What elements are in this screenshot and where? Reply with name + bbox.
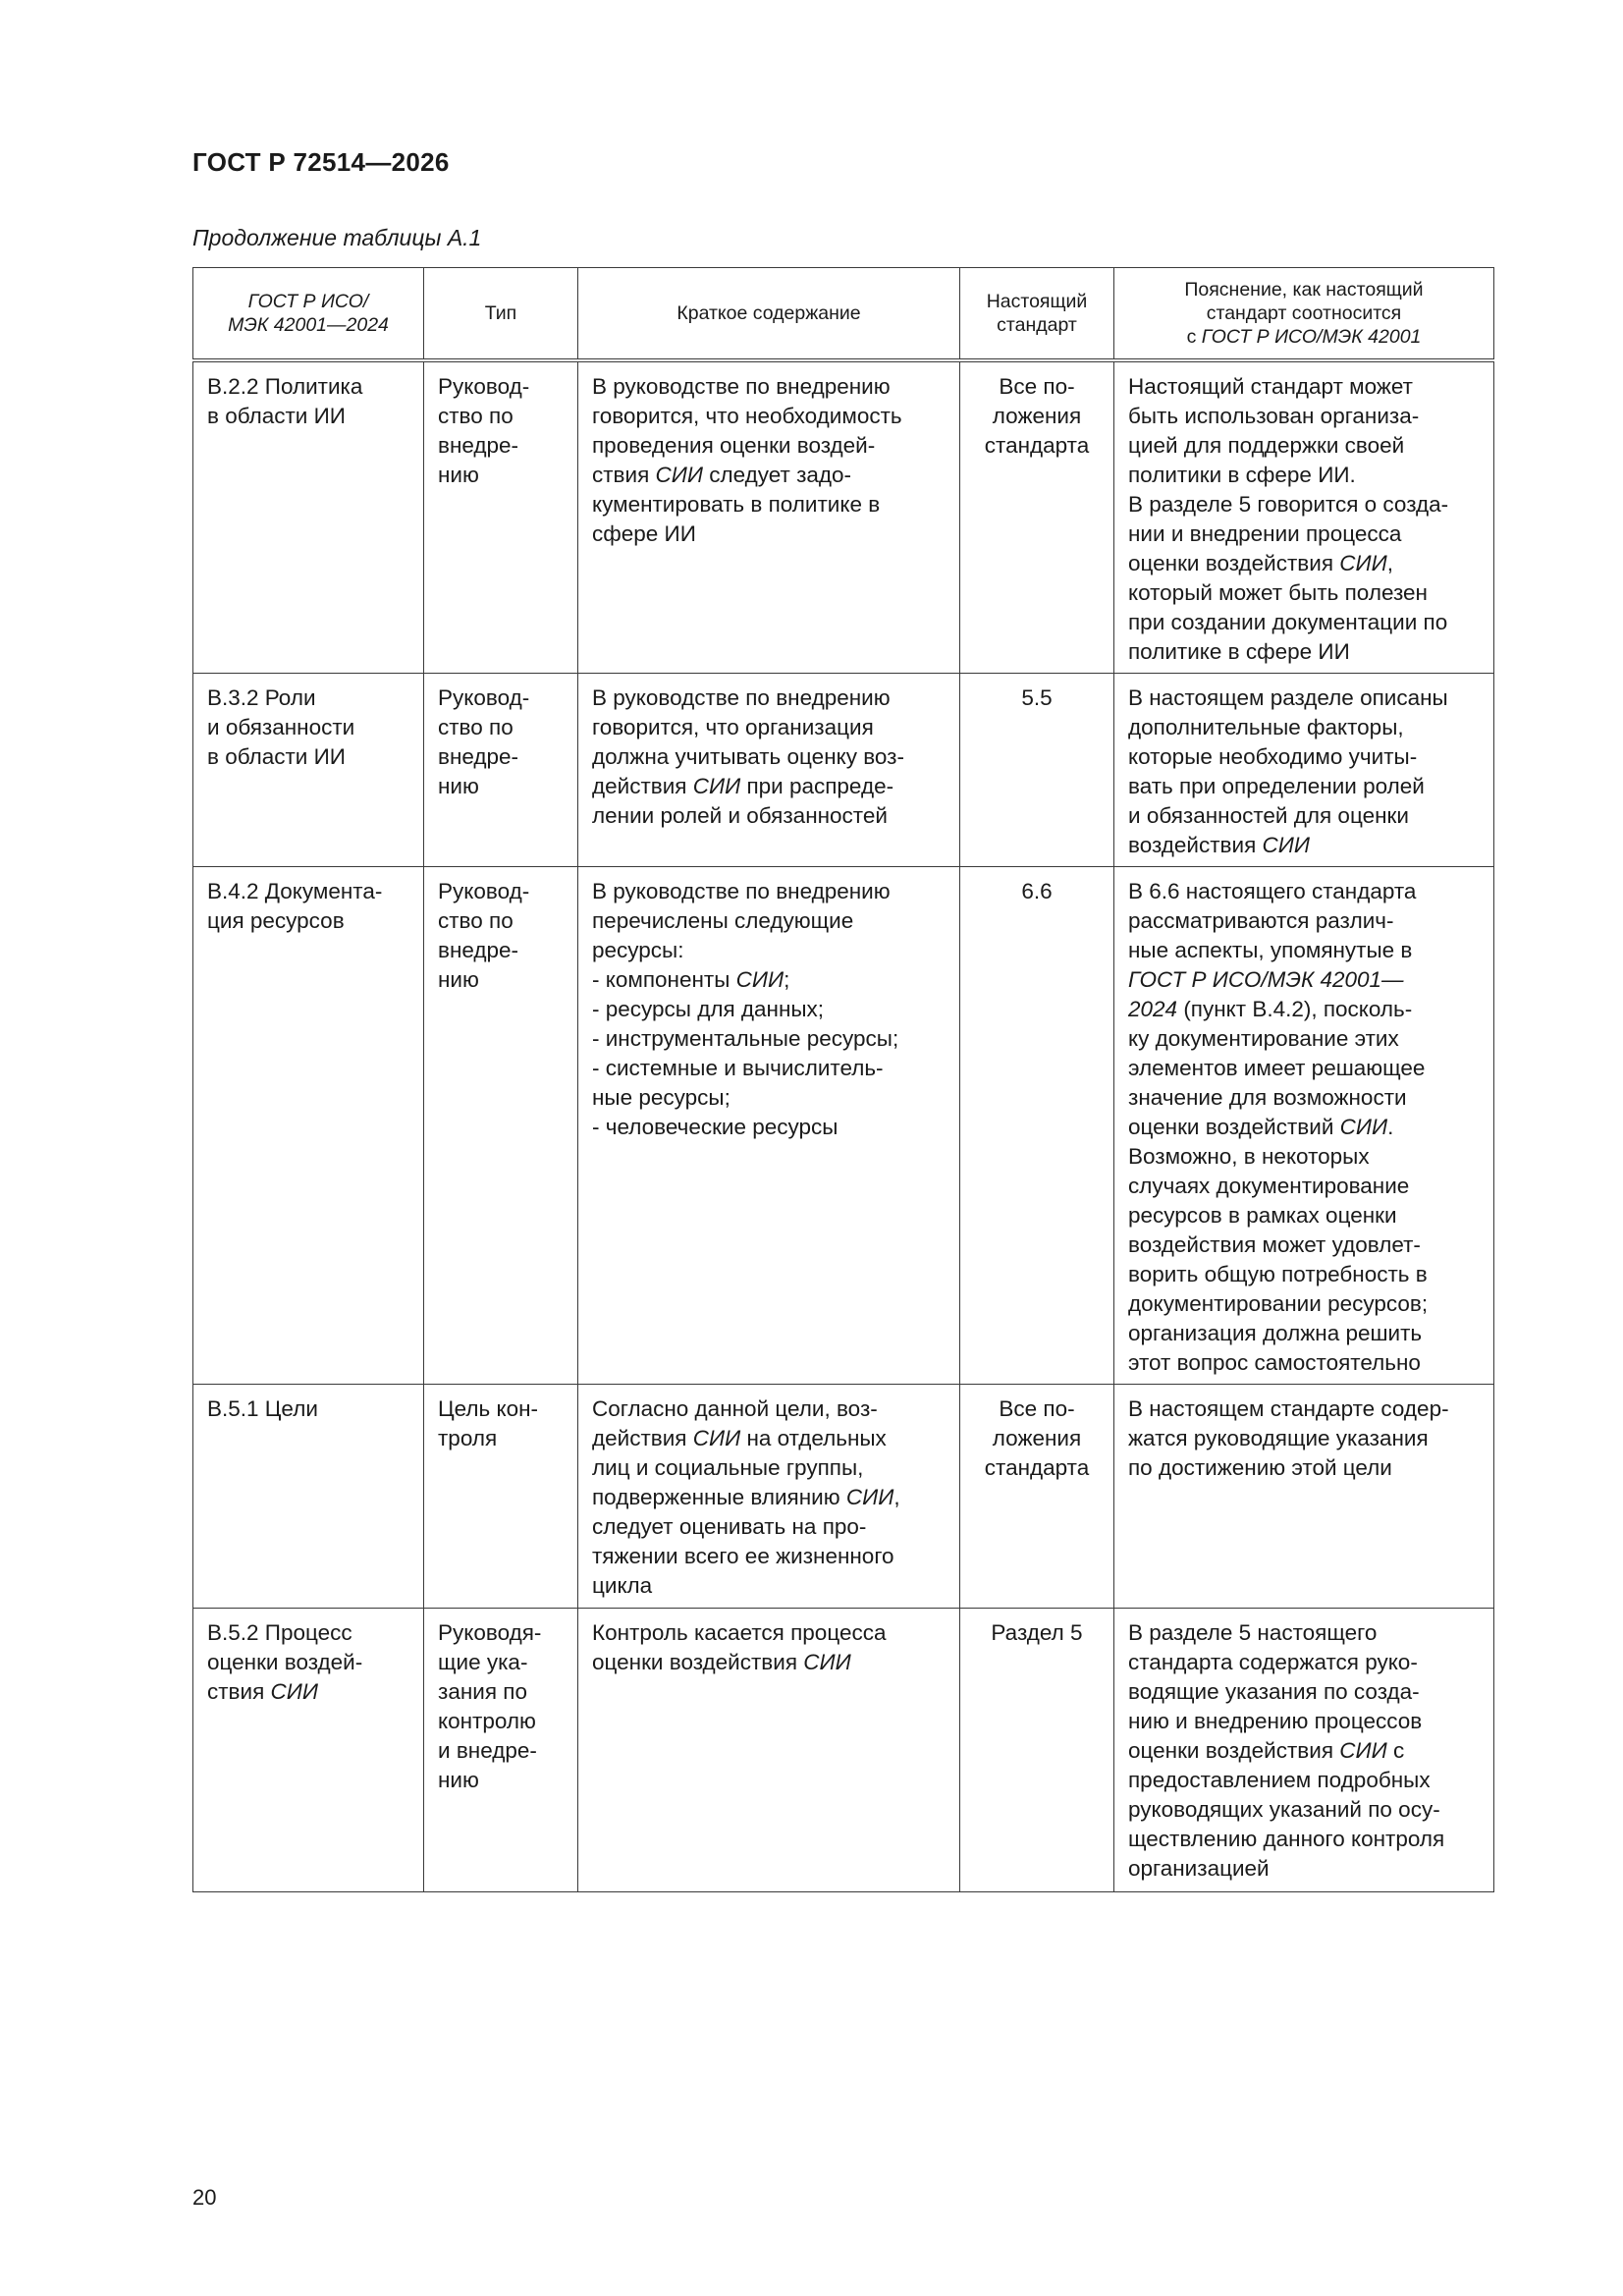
row-explanation-cell: Настоящий стандарт может быть использован организа- цией для поддержки своей политики в сфере ИИ. В разделе 5 говорится о созда- нии и внедрении процесса оценки воздействия СИИ, который может быть полезен при создании документации по политике в сфере ИИ — [1114, 360, 1494, 674]
row-type-cell: Руковод- ство по внедре- нию — [424, 360, 578, 674]
row-reference-cell: В.4.2 Документа- ция ресурсов — [193, 867, 424, 1385]
row-reference-cell: В.3.2 Роли и обязанности в области ИИ — [193, 674, 424, 867]
row-explanation-cell: В 6.6 настоящего стандарта рассматриваются различ- ные аспекты, упомянутые в ГОСТ Р ИСО/МЭК 42001— 2024 (пункт В.4.2), посколь- ку документирование этих элементов имеет решающее значение для возможности оценки воздействий СИИ. Возможно, в некоторых случаях документирование ресурсов в рамках оценки воздействия может удовлет- ворить общую потребность в документировании ресурсов; организация должна решить этот вопрос самостоятельно — [1114, 867, 1494, 1385]
row-type-cell: Руководя- щие ука- зания по контролю и внедре- нию — [424, 1609, 578, 1892]
table-body — [193, 360, 1494, 1892]
row-reference-cell: В.5.1 Цели — [193, 1385, 424, 1609]
row-standard-cell: Все по- ложения стандарта — [960, 1385, 1114, 1609]
row-standard-cell: Все по- ложения стандарта — [960, 360, 1114, 674]
row-summary-cell: В руководстве по внедрению перечислены следующие ресурсы: - компоненты СИИ; - ресурсы для данных; - инструментальные ресурсы; - системные и вычислитель- ные ресурсы; - человеческие ресурсы — [578, 867, 960, 1385]
table-row — [193, 1385, 1494, 1609]
row-summary-cell: В руководстве по внедрению говорится, что необходимость проведения оценки воздей- ствия СИИ следует задо- кументировать в политике в сфере ИИ — [578, 360, 960, 674]
table-row — [193, 867, 1494, 1385]
row-standard-cell: Раздел 5 — [960, 1609, 1114, 1892]
table-row — [193, 1609, 1494, 1892]
row-standard-cell: 6.6 — [960, 867, 1114, 1385]
correspondence-table — [192, 267, 1494, 1892]
row-summary-cell: В руководстве по внедрению говорится, что организация должна учитывать оценку воз- действия СИИ при распреде- лении ролей и обязанностей — [578, 674, 960, 867]
row-explanation-cell: В разделе 5 настоящего стандарта содержатся руко- водящие указания по созда- нию и внедрению процессов оценки воздействия СИИ с предоставлением подробных руководящих указаний по осу- ществлению данного контроля организацией — [1114, 1609, 1494, 1892]
row-reference-cell: В.2.2 Политика в области ИИ — [193, 360, 424, 674]
row-summary-cell: Контроль касается процесса оценки воздействия СИИ — [578, 1609, 960, 1892]
column-header-summary: Краткое содержание — [578, 268, 960, 361]
column-header-explanation: Пояснение, как настоящий стандарт соотносится с ГОСТ Р ИСО/МЭК 42001 — [1114, 268, 1494, 361]
row-type-cell: Руковод- ство по внедре- нию — [424, 867, 578, 1385]
column-header-type: Тип — [424, 268, 578, 361]
table-caption: Продолжение таблицы А.1 — [192, 225, 482, 250]
row-type-cell: Руковод- ство по внедре- нию — [424, 674, 578, 867]
row-explanation-cell: В настоящем разделе описаны дополнительные факторы, которые необходимо учиты- вать при определении ролей и обязанностей для оценки воздействия СИИ — [1114, 674, 1494, 867]
row-reference-cell: В.5.2 Процесс оценки воздей- ствия СИИ — [193, 1609, 424, 1892]
page-number: 20 — [192, 2185, 217, 2210]
row-type-cell: Цель кон- троля — [424, 1385, 578, 1609]
column-header-this-standard: Настоящий стандарт — [960, 268, 1114, 361]
row-standard-cell: 5.5 — [960, 674, 1114, 867]
table-row — [193, 674, 1494, 867]
table-row — [193, 360, 1494, 674]
table-header-row — [193, 268, 1494, 361]
row-explanation-cell: В настоящем стандарте содер- жатся руководящие указания по достижению этой цели — [1114, 1385, 1494, 1609]
document-title: ГОСТ Р 72514—2026 — [192, 147, 450, 177]
row-summary-cell: Согласно данной цели, воз- действия СИИ на отдельных лиц и социальные группы, подверженные влиянию СИИ, следует оценивать на про- тяжении всего ее жизненного цикла — [578, 1385, 960, 1609]
column-header-gost-reference: ГОСТ Р ИСО/ МЭК 42001—2024 — [193, 268, 424, 361]
